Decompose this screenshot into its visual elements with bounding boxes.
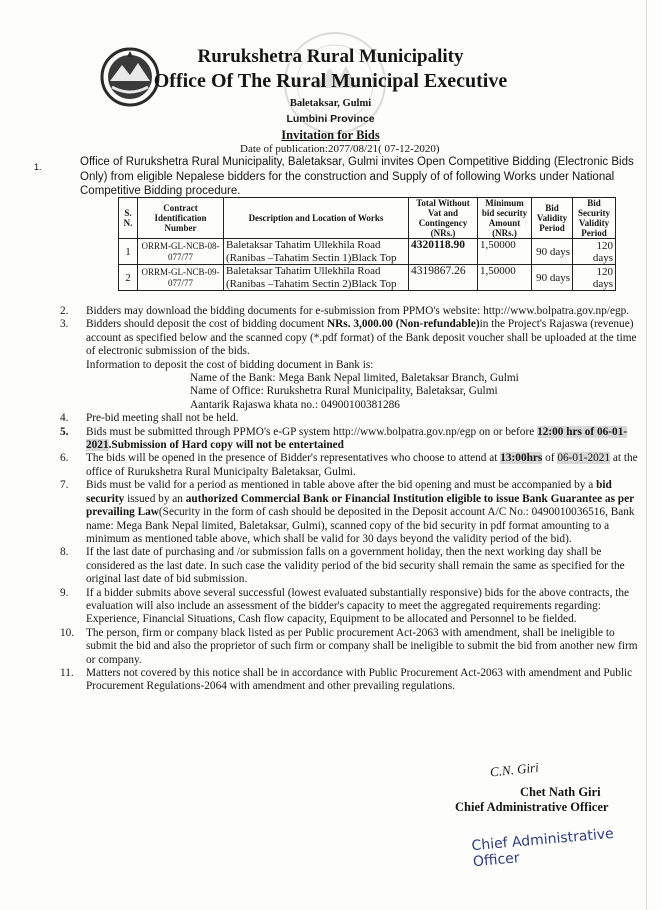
col-header: Bid Security Validity Period [573,198,616,239]
item-number: 3. [60,318,69,331]
signatory-name: Chet Nath Giri [520,785,601,799]
item-number: 2. [60,305,69,317]
item-11-text: Matters not covered by this notice shall be in accordance with Public Procurement Act-2063 with amendment and Public Procurement Regulations-2064 with amendment and other prevailing regulations. [86,666,633,693]
list-item [60,305,640,318]
item-number: 10. [60,626,75,639]
table-row [119,239,616,265]
khata-number: Aantarik Rajaswa khata no.: 04900100381286 [190,398,400,411]
item-3-text-c: in the Project's Rajaswa (revenue) account as specified below and the scanned copy (*.pdf format) of the Bank deposit voucher shall be uploaded at the time of electronic submission of the bids. [86,318,637,358]
item-number: 4. [60,412,69,425]
list-item [60,627,640,667]
cell-description: Baletaksar Tahatim Ullekhila Road (Ranibas –Tahatim Sectin 1)Black Top [224,239,409,265]
signatory-title: Chief Administrative Officer [455,800,609,814]
cell-sn: 1 [119,239,138,265]
item-2-text: Bidders may download the bidding documents for e-submission from PPMO's website: http://www.bolpatra.gov.np/egp. [86,305,630,317]
list-item [60,546,640,586]
col-header: Description and Location of Works [224,198,409,239]
item-6-text-a: The bids will be opened in the presence of Bidder's representatives who choose to attend at [86,452,501,465]
col-header: Contract Identification Number [138,198,224,239]
col-header: Bid Validity Period [532,198,573,239]
item-number: 11. [60,666,74,679]
table-row [119,265,616,291]
item-7-text-e: (Security in the form of cash should be deposited in the Deposit account A/C No.: 0490010036516, Bank name: Mega Bank Nepal limited, Baletaksar, Gulmi), scanned copy of the bid security in pdf format amounting to a minimum as mentioned table above, which shall be valid for 30 days beyond the validity period of the bid). [86,506,635,545]
submission-deadline: 12:00 hrs of 06-01-2021 [86,425,628,452]
item-8-text: If the last date of purchasing and /or submission falls on a government holiday, then the next working day shall be considered as the last date. In such case the validity period of the bid security shall remain the same as specified for the original last date of bid submission. [86,546,625,586]
table-header-row [119,198,616,239]
col-header: S. N. [119,198,138,239]
cell-validity: 90 days [532,239,573,265]
item-5-text-c: .Submission of Hard copy will not be entertained [108,439,344,452]
cell-security-validity: 120 days [573,265,616,291]
list-item [60,412,640,425]
publication-date: Date of publication:2077/08/21( 07-12-2020) [240,143,440,155]
item-1-text: Office of Rurukshetra Rural Municipality, Baletaksar, Gulmi invites Open Competitive Bidding (Electronic Bids Only) from eligible Nepalese bidders for the construction and Supply of of following Works under National Competitive Bidding procedure. [80,156,634,197]
province: Lumbini Province [286,113,375,125]
opening-date: 06-01-2021 [557,452,611,465]
item-3-info: Information to deposit the cost of bidding document in Bank is: [86,358,374,371]
list-item [60,426,640,453]
item-4-text: Pre-bid meeting shall not be held. [86,412,239,425]
item-7-text-a: Bids must be valid for a period as mentioned in table above after the bid opening and must be accompanied by a [86,479,597,492]
bid-document-fee: NRs. 3,000.00 (Non-refundable) [326,318,480,331]
list-item [60,667,640,694]
list-item [60,452,640,479]
item-number: 8. [60,546,69,559]
notice-title: Invitation for Bids [281,128,380,142]
address: Baletaksar, Gulmi [289,98,372,109]
list-item [60,587,640,627]
item-number: 6. [60,452,69,465]
item-10-text: The person, firm or company black listed as per Public procurement Act-2063 with amendment, shall be ineligible to submit the bid and also the proprietor of such firm or company shall be ineligible to submit the bid from another new firm or company. [86,626,638,666]
item-5-text-a: Bids must be submitted through PPMO's e-GP system http://www.bolpatra.gov.np/egp on or before [86,425,538,438]
opening-time: 13:00hrs [500,452,543,465]
item-7-text-c: issued by an [124,492,186,505]
office-name-line: Name of Office: Rurukshetra Rural Municipality, Baletaksar, Gulmi [190,385,498,398]
cell-description: Baletaksar Tahatim Ullekhila Road (Ranibas –Tahatim Sectin 2)Black Top [224,265,409,291]
cell-contract-id: ORRM-GL-NCB-08-077/77 [138,239,224,265]
cell-validity: 90 days [532,265,573,291]
bid-security-term: bid security [86,479,612,505]
cell-sn: 2 [119,265,138,291]
cell-min-security: 1,50000 [478,265,532,291]
cell-min-security: 1,50000 [478,239,532,265]
cell-security-validity: 120 days [573,239,616,265]
item-number: 5. [60,425,69,438]
col-header: Minimum bid security Amount (NRs.) [478,198,532,239]
item-6-text-c: of [542,452,558,465]
col-header: Total Without Vat and Contingency (NRs.) [409,198,478,239]
bank-name: Name of the Bank: Mega Bank Nepal limited, Baletaksar Branch, Gulmi [190,372,519,385]
item-9-text: If a bidder submits above several successful (lowest evaluated substantially responsive) bids for the above contracts, the evaluation will also include an assessment of the bidder's capacity to meet the aggregated requirements regarding: Experience, Financial Situations, Cash flow capacity, Equipment to be allocated and Personnel to be fielded. [86,586,630,626]
list-item [60,318,640,412]
office-name: Office Of The Rural Municipal Executive [153,70,508,92]
official-stamp: Chief Administrative Officer [470,825,615,871]
item-6-text-e: at the office of Rurukshetra Rural Municipalty Baletaksar, Gulmi. [86,452,638,478]
cell-contract-id: ORRM-GL-NCB-09-077/77 [138,265,224,291]
item-number: 9. [60,586,69,599]
bids-table [118,197,616,291]
notice-items [60,305,640,694]
list-item [60,479,640,546]
cell-total: 4320118.90 [409,239,478,265]
item-number: 7. [60,479,69,492]
authorized-bank-clause: authorized Commercial Bank or Financial Institution eligible to issue Bank Guarantee as per prevailing Law [86,492,634,519]
org-name: Rurukshetra Rural Municipality [197,46,464,67]
item-number: 1. [34,162,42,172]
item-3-text-a: Bidders should deposit the cost of bidding document [86,318,327,331]
cell-total: 4319867.26 [409,265,478,291]
handwritten-signature: C.N. Giri [489,759,540,780]
